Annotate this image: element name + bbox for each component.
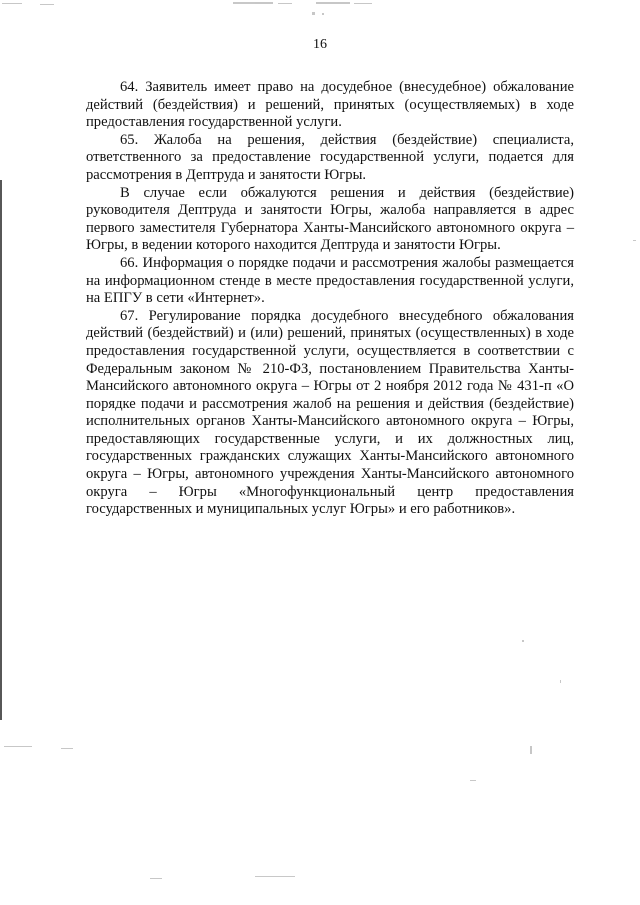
paragraph-65: 65. Жалоба на решения, действия (бездействие) специалиста, ответственного за предоставление государственной услуги, подается для рассмотрения в Дептруда и занятости Югры.: [86, 131, 574, 183]
paragraph-65-continued: В случае если обжалуются решения и действия (бездействие) руководителя Дептруда и занятости Югры, жалоба направляется в адрес первого заместителя Губернатора Ханты-Мансийского автономного округа – Югры, в ведении которого находится Дептруда и занятости Югры.: [86, 184, 574, 254]
paragraph-67: 67. Регулирование порядка досудебного внесудебного обжалования действий (бездействий) и (или) решений, принятых (осуществленных) в ходе предоставления государственной услуги, осуществляется в соответствии с Федеральным законом № 210-ФЗ, постановлением Правительства Ханты-Мансийского автономного округа – Югры от 2 ноября 2012 года № 431-п «О порядке подачи и рассмотрения жалоб на решения и действия (бездействие) исполнительных органов Ханты-Мансийского автономного округа – Югры, предоставляющих государственные услуги, и их должностных лиц, государственных гражданских служащих Ханты-Мансийского автономного округа – Югры, автономного учреждения Ханты-Мансийского автономного округа – Югры «Многофункциональный центр предоставления государственных и муниципальных услуг Югры» и его работников».: [86, 307, 574, 518]
page-number: 16: [313, 37, 327, 52]
paragraph-66: 66. Информация о порядке подачи и рассмотрения жалобы размещается на информационном стенде в месте предоставления государственной услуги, на ЕПГУ в сети «Интернет».: [86, 254, 574, 307]
document-body: [86, 79, 574, 519]
paragraph-64: 64. Заявитель имеет право на досудебное (внесудебное) обжалование действий (бездействия) и решений, принятых (осуществляемых) в ходе предоставления государственной услуги.: [86, 79, 574, 131]
